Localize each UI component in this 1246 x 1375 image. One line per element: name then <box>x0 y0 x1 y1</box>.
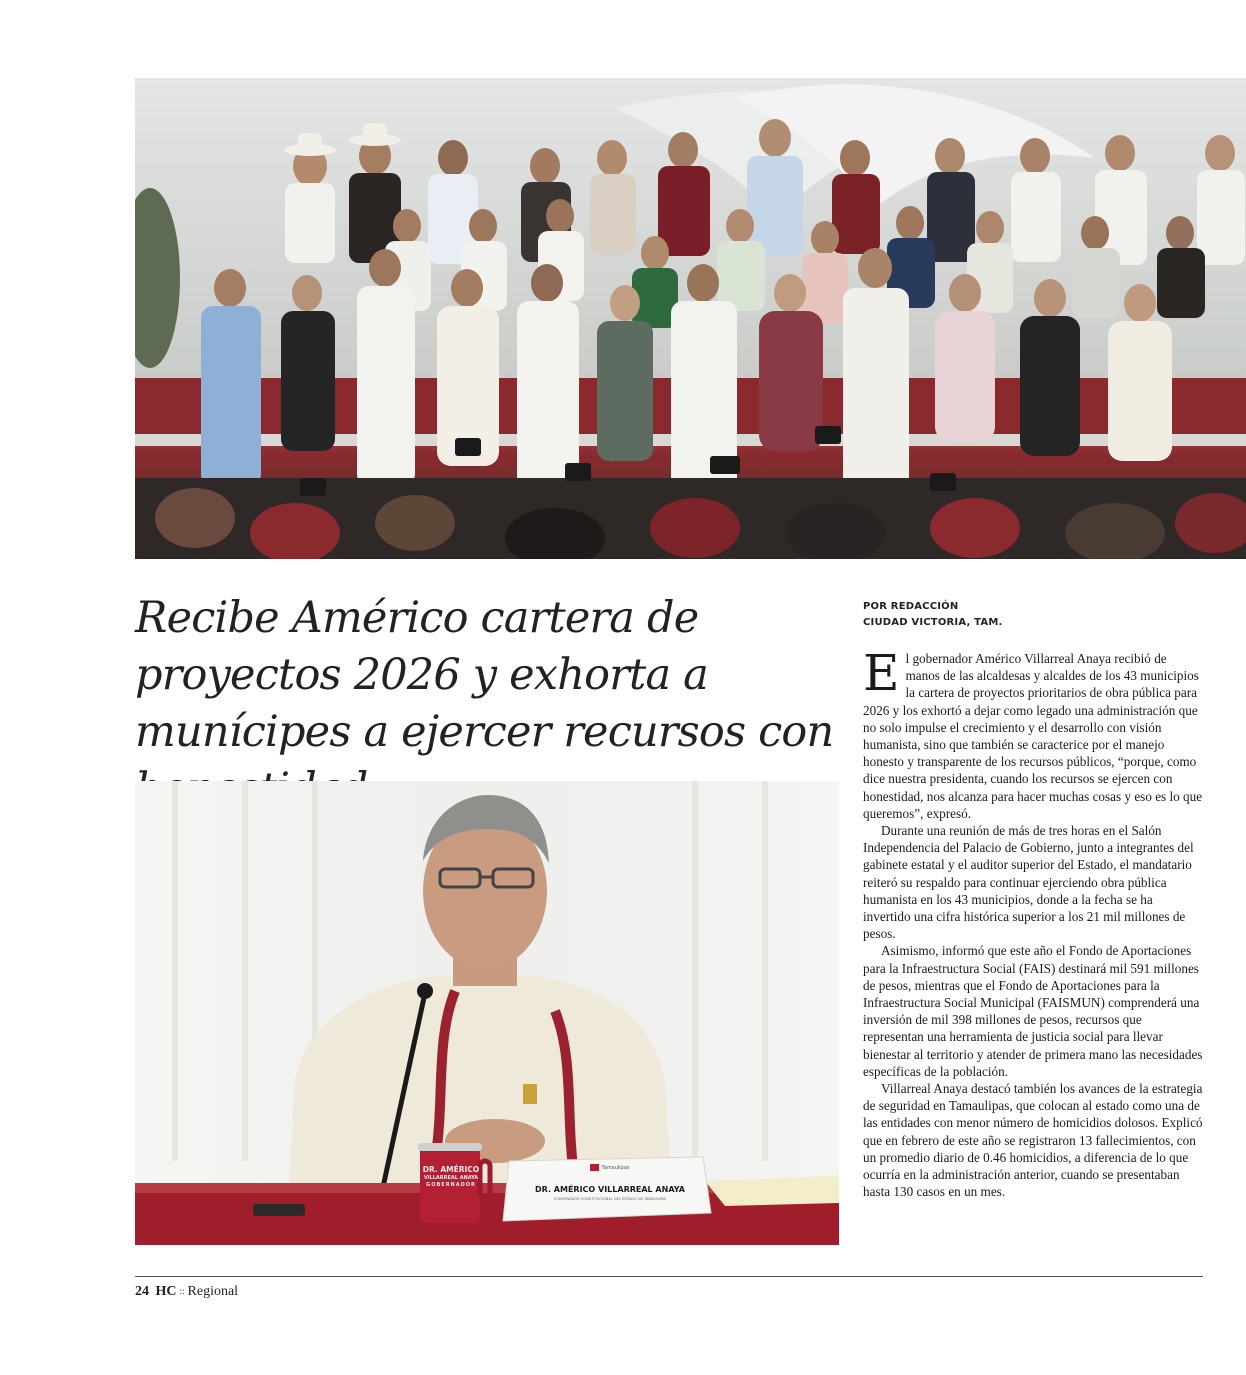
article-body <box>863 644 1203 1201</box>
group-photo <box>135 78 1246 559</box>
nameplate-name: DR. AMÉRICO VILLARREAL ANAYA <box>535 1185 685 1194</box>
paragraph-3: Asimismo, informó que este año el Fondo de Aportaciones para la Infraestructura Social (FAIS) destinará mil 591 millones de pesos, mientras que el Fondo de Aportaciones para la Infraestructura Social Municipal (FAISMUN) comprenderá una inversión de mil 398 millones de pesos, recursos que representan una herramienta de justicia social para llevar bienestar al territorio y atender de primera mano las necesidades específicas de la población. <box>863 943 1203 1079</box>
mug-line-2: VILLARREAL ANAYA <box>423 1175 479 1181</box>
nameplate <box>515 1164 705 1202</box>
byline-dateline: CIUDAD VICTORIA, TAM. <box>863 617 1003 628</box>
paragraph-4: Villarreal Anaya destacó también los avances de la estrategia de seguridad en Tamaulipas, que colocan al estado como una de las entidades con menor número de homicidios dolosos. Explicó que en febrero de este año se registraron 13 fallecimientos, con un promedio diario de 0.46 homicidios, a diferencia de lo que ocurría en la administración anterior, cuando se presentaban hasta 130 casos en un mes. <box>863 1081 1203 1200</box>
byline-author: POR REDACCIÓN <box>863 601 959 612</box>
article-headline: Recibe Américo cartera de proyectos 2026 y exhorta a munícipes a ejercer recursos con <box>135 593 834 757</box>
publication-name: HC <box>155 1284 177 1299</box>
tamaulipas-logo-icon <box>590 1164 599 1171</box>
mug-text <box>418 1165 484 1189</box>
nameplate-title: GOBERNADOR CONSTITUCIONAL DEL ESTADO DE TAMAULIPAS <box>553 1197 667 1201</box>
paragraph-1 <box>863 644 1203 822</box>
mug-line-3: GOBERNADOR <box>426 1182 476 1188</box>
section-name: Regional <box>187 1284 239 1299</box>
nameplate-logo-text: Tamaulipas <box>601 1165 630 1171</box>
paragraph-1-text: l gobernador Américo Villarreal Anaya recibió de manos de las alcaldesas y alcaldes de los 43 municipios la cartera de proyectos prioritarios de obra pública para 2026 y los exhortó a dejar como legado una administración que no solo impulse el crecimiento y el desarrollo con visión humanista, sino que también se caracterice por el manejo honesto y transparente de los recursos públicos, “porque, como dice nuestra presidenta, cuando los recursos se ejercen con honestidad, nos alcanza para hacer muchas cosas y eso es lo que queremos”, expresó. <box>863 651 1203 821</box>
nameplate-logo <box>515 1164 705 1172</box>
mug-line-1: DR. AMÉRICO <box>422 1165 480 1174</box>
page-number: 24 <box>135 1284 149 1299</box>
byline <box>863 599 1203 631</box>
paragraph-2: Durante una reunión de más de tres horas en el Salón Independencia del Palacio de Gobierno, junto a integrantes del gabinete estatal y el auditor superior del Estado, el mandatario reiteró su respaldo para continuar ejerciendo obra pública humanista en los 43 municipios, donde a la fecha se ha invertido una cifra histórica superior a los 21 mil millones de pesos. <box>863 823 1194 942</box>
page-footer <box>135 1284 238 1300</box>
drop-cap: E <box>863 644 900 702</box>
footer-separator: :: <box>179 1286 185 1296</box>
footer-rule <box>135 1276 1203 1277</box>
governor-photo <box>135 781 839 1245</box>
governor-photo-illustration <box>135 781 839 1245</box>
group-photo-illustration <box>135 78 1246 559</box>
